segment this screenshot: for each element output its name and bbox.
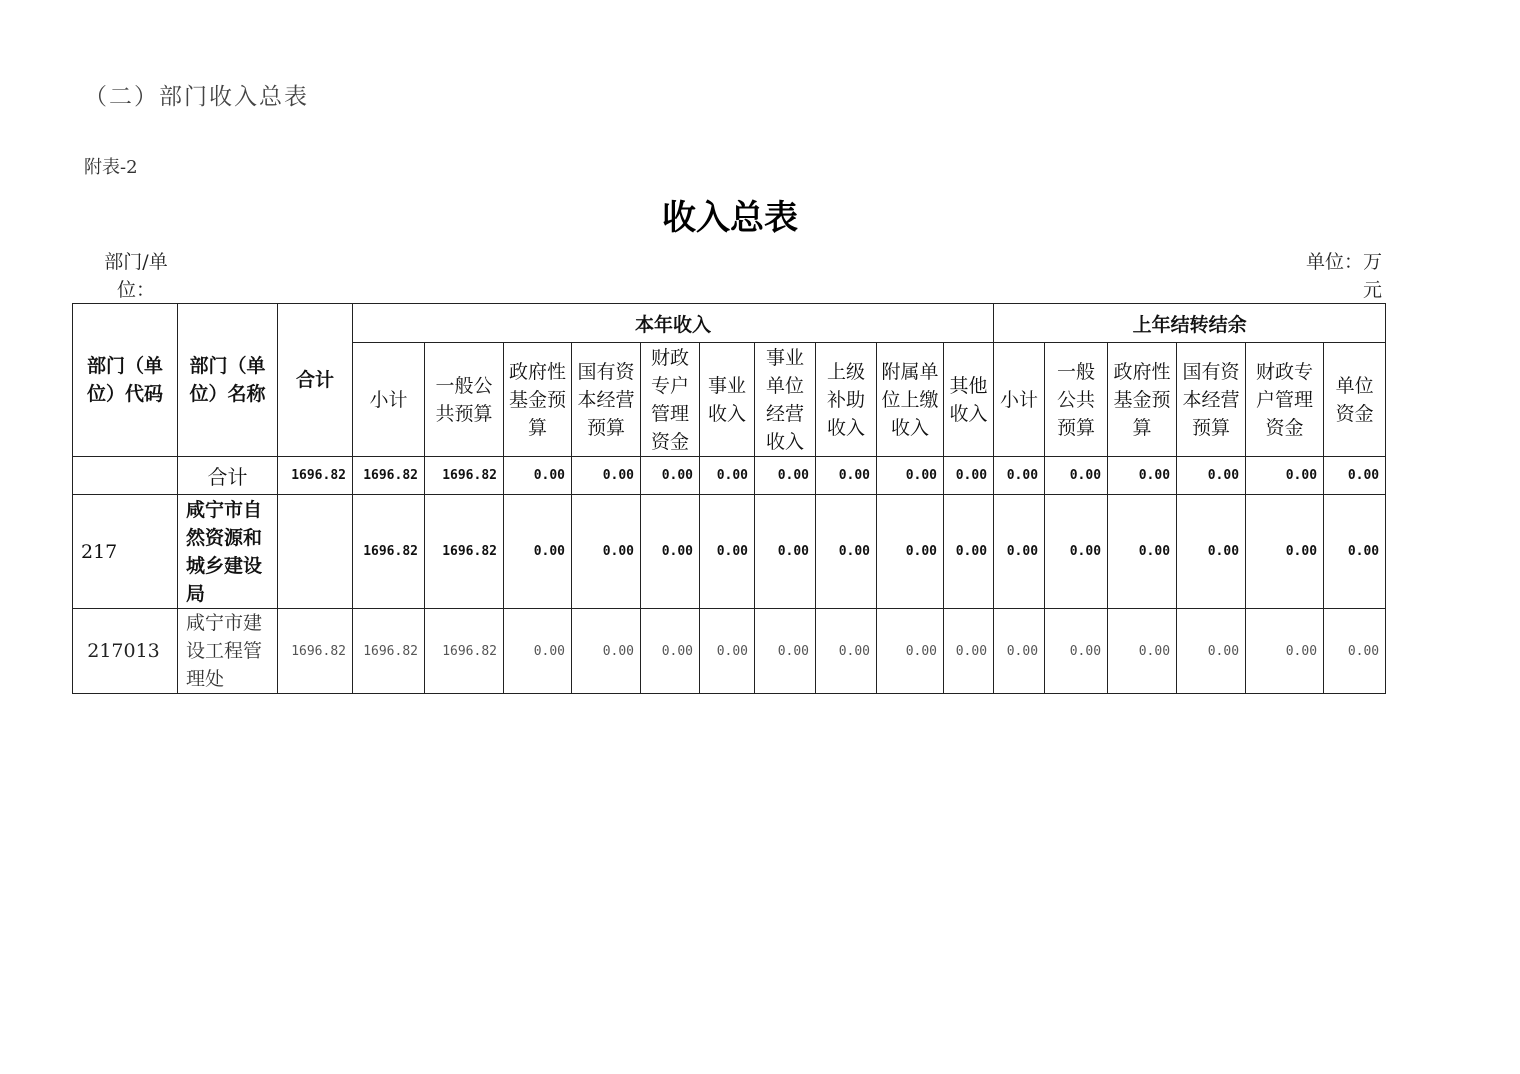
- row-total: 1696.82: [278, 609, 353, 694]
- cell-value: 0.00: [641, 457, 700, 495]
- cell-value: 1696.82: [425, 609, 504, 694]
- cell-value: 0.00: [1246, 457, 1324, 495]
- cell-value: 0.00: [572, 609, 641, 694]
- cell-value: 1696.82: [425, 457, 504, 495]
- cell-value: 0.00: [816, 609, 877, 694]
- header-dept-name: 部门（单位）名称: [178, 304, 278, 457]
- cell-value: 0.00: [504, 495, 572, 609]
- row-code: 217013: [73, 609, 178, 694]
- cell-value: 0.00: [1177, 609, 1246, 694]
- cell-value: 0.00: [641, 609, 700, 694]
- cell-value: 0.00: [1324, 457, 1386, 495]
- cell-value: 1696.82: [353, 495, 425, 609]
- cell-value: 0.00: [944, 609, 994, 694]
- cell-value: 0.00: [816, 495, 877, 609]
- cell-value: 0.00: [755, 609, 816, 694]
- cell-value: 0.00: [755, 457, 816, 495]
- cell-value: 0.00: [641, 495, 700, 609]
- header-current-col: 上级补助收入: [816, 343, 877, 457]
- cell-value: 0.00: [700, 609, 755, 694]
- cell-value: 0.00: [700, 495, 755, 609]
- cell-value: 0.00: [877, 457, 944, 495]
- unit-label: 单位：万元: [1305, 251, 1382, 301]
- cell-value: 1696.82: [353, 457, 425, 495]
- row-name: 咸宁市自然资源和城乡建设局: [178, 495, 278, 609]
- table-row: [73, 457, 1386, 495]
- header-prior-col: 国有资本经营预算: [1177, 343, 1246, 457]
- header-prior-year-carryover: 上年结转结余: [994, 304, 1386, 343]
- table-row: [73, 495, 1386, 609]
- section-title: （二）部门收入总表: [84, 84, 309, 110]
- cell-value: 0.00: [1108, 457, 1177, 495]
- row-name: 合计: [178, 457, 278, 495]
- header-dept-code: 部门（单位）代码: [73, 304, 178, 457]
- header-current-col: 国有资本经营预算: [572, 343, 641, 457]
- cell-value: 0.00: [877, 609, 944, 694]
- attachment-label: 附表-2: [84, 157, 138, 178]
- cell-value: 0.00: [816, 457, 877, 495]
- cell-value: 0.00: [1177, 457, 1246, 495]
- cell-value: 0.00: [504, 457, 572, 495]
- cell-value: 0.00: [700, 457, 755, 495]
- header-current-col: 事业单位经营收入: [755, 343, 816, 457]
- cell-value: 0.00: [1246, 495, 1324, 609]
- row-name: 咸宁市建设工程管理处: [178, 609, 278, 694]
- cell-value: 0.00: [994, 457, 1045, 495]
- cell-value: 0.00: [504, 609, 572, 694]
- row-code: 217: [73, 495, 178, 609]
- header-current-col: 事业收入: [700, 343, 755, 457]
- cell-value: 0.00: [1324, 609, 1386, 694]
- cell-value: 0.00: [944, 495, 994, 609]
- header-current-col: 财政专户管理资金: [641, 343, 700, 457]
- document-title: 收入总表: [662, 198, 798, 238]
- cell-value: 0.00: [1108, 495, 1177, 609]
- table-row: [73, 609, 1386, 694]
- cell-value: 1696.82: [425, 495, 504, 609]
- cell-value: 0.00: [994, 609, 1045, 694]
- header-prior-col: 财政专户管理资金: [1246, 343, 1324, 457]
- header-total: 合计: [278, 304, 353, 457]
- cell-value: 0.00: [1108, 609, 1177, 694]
- header-prior-col: 一般公共预算: [1045, 343, 1108, 457]
- header-prior-col: 小计: [994, 343, 1045, 457]
- cell-value: 1696.82: [353, 609, 425, 694]
- cell-value: 0.00: [572, 457, 641, 495]
- cell-value: 0.00: [1177, 495, 1246, 609]
- header-current-col: 附属单位上缴收入: [877, 343, 944, 457]
- cell-value: 0.00: [1045, 495, 1108, 609]
- row-total: 1696.82: [278, 457, 353, 495]
- row-code: [73, 457, 178, 495]
- header-current-col: 小计: [353, 343, 425, 457]
- cell-value: 0.00: [994, 495, 1045, 609]
- header-current-col: 一般公共预算: [425, 343, 504, 457]
- row-total: [278, 495, 353, 609]
- cell-value: 0.00: [1324, 495, 1386, 609]
- cell-value: 0.00: [1045, 457, 1108, 495]
- cell-value: 0.00: [1246, 609, 1324, 694]
- header-current-year-income: 本年收入: [353, 304, 994, 343]
- income-summary-table: [72, 303, 1386, 694]
- department-label: 部门/单位：: [104, 251, 168, 301]
- header-prior-col: 政府性基金预算: [1108, 343, 1177, 457]
- cell-value: 0.00: [1045, 609, 1108, 694]
- header-current-col: 其他收入: [944, 343, 994, 457]
- cell-value: 0.00: [755, 495, 816, 609]
- header-current-col: 政府性基金预算: [504, 343, 572, 457]
- cell-value: 0.00: [944, 457, 994, 495]
- header-prior-col: 单位资金: [1324, 343, 1386, 457]
- cell-value: 0.00: [877, 495, 944, 609]
- cell-value: 0.00: [572, 495, 641, 609]
